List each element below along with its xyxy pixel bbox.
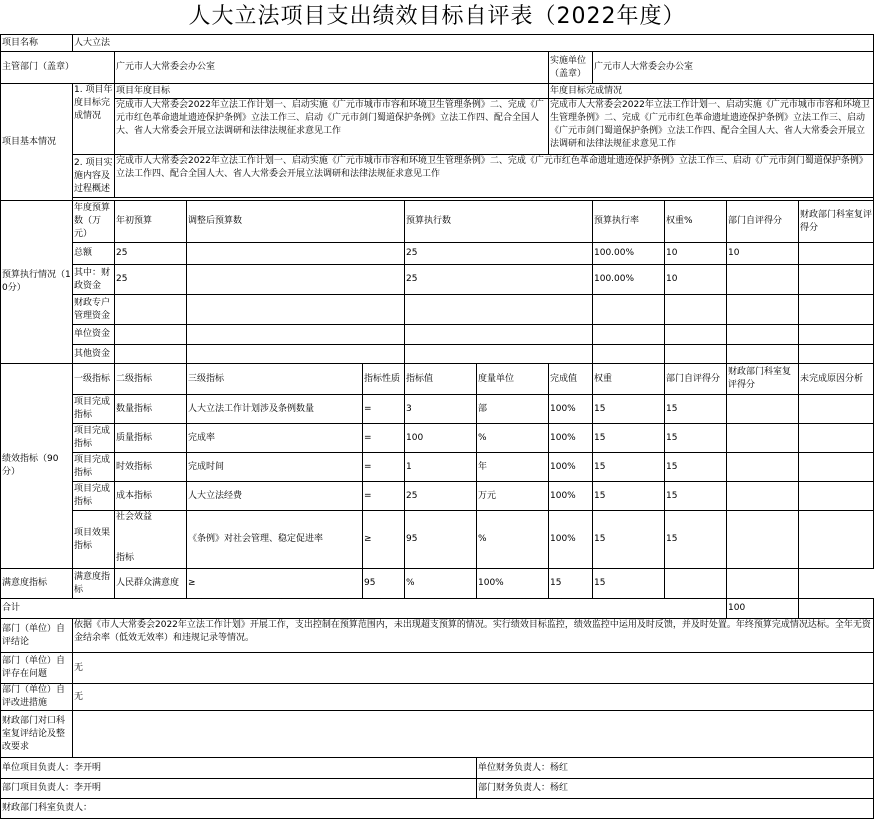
actual-header: 完成值 xyxy=(549,364,593,395)
budget-dept-score: 10 xyxy=(727,243,799,265)
perf-weight: 15 xyxy=(593,424,665,453)
budget-finance-score xyxy=(799,295,874,325)
content-text: 完成市人大常委会2022年立法工作计划一、启动实施《广元市城市市容和环境卫生管理条例》二、完成《广元市红色革命遗址遗迹保护条例》立法工作三、启动《广元市剑门蜀道保护条例》立法工作四、配合全国人大、省人大常委会开展立法调研和法律法规征求意见工作 xyxy=(115,155,874,198)
budget-rate xyxy=(593,325,665,345)
perf-finance-score xyxy=(727,424,799,453)
budget-initial: 25 xyxy=(115,243,187,265)
budget-dept-score xyxy=(727,345,799,364)
nature-header: 指标性质 xyxy=(363,364,405,395)
perf-weight: 15 xyxy=(593,453,665,482)
unit-header: 度量单位 xyxy=(477,364,549,395)
budget-finance-score xyxy=(799,265,874,295)
budget-executed xyxy=(405,295,593,325)
goal-row xyxy=(1,99,874,155)
budget-adjusted xyxy=(187,243,405,265)
perf-row-effect-a xyxy=(1,511,874,529)
perf-row xyxy=(1,453,874,482)
perf-unit: % xyxy=(477,424,549,453)
reason-header: 未完成原因分析 xyxy=(799,364,874,395)
budget-initial xyxy=(115,295,187,325)
weight-header: 权重 xyxy=(593,364,665,395)
budget-row-name: 其他资金 xyxy=(73,345,115,364)
budget-weight: 10 xyxy=(665,243,727,265)
perf-dept-score: 15 xyxy=(665,453,727,482)
initial-header: 年初预算 xyxy=(115,201,187,243)
perf-nature: = xyxy=(363,424,405,453)
budget-rate xyxy=(593,295,665,325)
perf-finance-score xyxy=(727,395,799,424)
budget-dept-score xyxy=(727,295,799,325)
budget-adjusted xyxy=(187,325,405,345)
signature-row-finance xyxy=(1,799,874,819)
project-name-row xyxy=(1,35,874,52)
perf-finance-score xyxy=(727,453,799,482)
year-goal-header: 项目年度目标 xyxy=(115,84,549,99)
level1-header: 一级指标 xyxy=(73,364,115,395)
year-goal: 完成市人大常委会2022年立法工作计划一、启动实施《广元市城市市容和环境卫生管理条例》二、完成《广元市红色革命遗址遗迹保护条例》立法工作三、启动《广元市剑门蜀道保护条例》立法工作四、配合全国人大、省人大常委会开展立法调研和法律法规征求意见工作 xyxy=(115,99,549,155)
budget-weight: 10 xyxy=(665,265,727,295)
conclusion-text: 依据《市人大常委会2022年立法工作计划》开展工作，支出控制在预算范围内，未出现超支预算的情况。实行绩效目标监控，绩效监控中运用及时反馈，并及时处置。年终预算完成情况达标。全年无资金结余率（低效无效率）和违规记录等情况。 xyxy=(73,619,874,653)
basic-header-row xyxy=(1,84,874,99)
dept-project-leader: 部门项目负责人：李开明 xyxy=(1,779,477,799)
budget-finance-score xyxy=(799,325,874,345)
perf-level1: 项目完成指标 xyxy=(73,453,115,482)
perf-level3: 完成率 xyxy=(187,424,363,453)
budget-adjusted xyxy=(187,265,405,295)
budget-weight xyxy=(665,325,727,345)
evaluation-table xyxy=(0,34,874,819)
finance-dept-leader: 财政部门科室负责人： xyxy=(1,799,874,819)
budget-row-total xyxy=(1,243,874,265)
finance-review-label: 财政部门对口科室复评结论及整改要求 xyxy=(1,711,73,758)
finance-score-header: 财政部门科室复评得分 xyxy=(799,201,874,243)
budget-weight xyxy=(665,345,727,364)
measures-text: 无 xyxy=(73,684,874,711)
content-label: 2. 项目实施内容及过程概述 xyxy=(73,155,115,198)
perf-row xyxy=(1,569,874,599)
goal-label: 1. 项目年度目标完成情况 xyxy=(73,84,115,155)
year-budget-header: 年度预算数（万元） xyxy=(73,201,115,243)
perf-level1: 项目效果指标 xyxy=(73,511,115,569)
budget-label: 预算执行情况（10分） xyxy=(1,201,73,364)
perf-value: 1 xyxy=(405,453,477,482)
perf-actual: 100% xyxy=(549,511,593,569)
perf-unit: 部 xyxy=(477,395,549,424)
perf-value: 95 xyxy=(405,511,477,569)
dept-row xyxy=(1,52,874,84)
perf-nature: = xyxy=(363,395,405,424)
budget-row-name: 财政专户管理资金 xyxy=(73,295,115,325)
budget-executed: 25 xyxy=(405,243,593,265)
dept-label: 主管部门（盖章） xyxy=(1,52,115,84)
perf-row xyxy=(1,424,874,453)
perf-dept-score: 15 xyxy=(665,424,727,453)
problems-row xyxy=(1,653,874,684)
total-row xyxy=(1,599,874,619)
total-value: 100 xyxy=(727,599,799,619)
budget-row-other xyxy=(1,345,874,364)
finance-score-header: 财政部门科室复评得分 xyxy=(727,364,799,395)
perf-level2: 质量指标 xyxy=(115,424,187,453)
budget-rate: 100.00% xyxy=(593,243,665,265)
year-goal-done-header: 年度目标完成情况 xyxy=(549,84,874,99)
signature-row-dept xyxy=(1,779,874,799)
perf-reason xyxy=(799,511,874,569)
perf-finance-score xyxy=(727,511,799,569)
perf-weight: 15 xyxy=(593,482,665,511)
perf-weight: 15 xyxy=(549,569,593,599)
budget-row-name: 总额 xyxy=(73,243,115,265)
budget-adjusted xyxy=(187,295,405,325)
perf-row xyxy=(1,395,874,424)
budget-initial xyxy=(115,345,187,364)
perf-level2: 时效指标 xyxy=(115,453,187,482)
perf-unit: 万元 xyxy=(477,482,549,511)
perf-level1: 项目完成指标 xyxy=(73,482,115,511)
perf-level2: 成本指标 xyxy=(115,482,187,511)
dept-finance-leader: 部门财务负责人：杨红 xyxy=(477,779,874,799)
perf-level1: 满意度指标 xyxy=(1,569,73,599)
budget-initial: 25 xyxy=(115,265,187,295)
budget-dept-score xyxy=(727,325,799,345)
perf-actual: 100% xyxy=(549,424,593,453)
signature-row-unit xyxy=(1,758,874,779)
perf-level3: 人大立法经费 xyxy=(187,482,363,511)
budget-row-finance xyxy=(1,265,874,295)
total-finance xyxy=(799,599,874,619)
basic-label: 项目基本情况 xyxy=(1,84,73,201)
perf-nature: = xyxy=(363,482,405,511)
unit-label: 实施单位（盖章） xyxy=(549,52,593,84)
unit-finance-leader: 单位财务负责人：杨红 xyxy=(477,758,874,779)
perf-level3: 《条例》对社会管理、稳定促进率 xyxy=(187,511,363,569)
perf-dept-score: 15 xyxy=(665,395,727,424)
conclusion-label: 部门（单位）自评结论 xyxy=(1,619,73,653)
perf-reason xyxy=(799,453,874,482)
content-row xyxy=(1,155,874,198)
perf-actual: 100% xyxy=(549,453,593,482)
problems-text: 无 xyxy=(73,653,874,684)
perf-nature: = xyxy=(363,453,405,482)
perf-unit: % xyxy=(405,569,477,599)
measures-row xyxy=(1,684,874,711)
perf-reason xyxy=(799,424,874,453)
dept-score-header: 部门自评得分 xyxy=(665,364,727,395)
value-header: 指标值 xyxy=(405,364,477,395)
perf-value: 95 xyxy=(363,569,405,599)
perf-value: 3 xyxy=(405,395,477,424)
budget-executed xyxy=(405,325,593,345)
total-label: 合计 xyxy=(1,599,727,619)
perf-level2-a: 社会效益 xyxy=(115,511,187,529)
perf-header-row xyxy=(1,364,874,395)
project-name-label: 项目名称 xyxy=(1,35,73,52)
budget-row-unit xyxy=(1,325,874,345)
perf-value: 100 xyxy=(405,424,477,453)
adjusted-header: 调整后预算数 xyxy=(187,201,405,243)
budget-finance-score xyxy=(799,243,874,265)
perf-actual: 100% xyxy=(549,395,593,424)
budget-rate xyxy=(593,345,665,364)
budget-initial xyxy=(115,325,187,345)
rate-header: 预算执行率 xyxy=(593,201,665,243)
budget-executed: 25 xyxy=(405,265,593,295)
perf-dept-score: 15 xyxy=(593,569,665,599)
perf-level3: 人民群众满意度 xyxy=(115,569,187,599)
perf-level3: 完成时间 xyxy=(187,453,363,482)
level2-header: 二级指标 xyxy=(115,364,187,395)
measures-label: 部门（单位）自评改进措施 xyxy=(1,684,73,711)
budget-rate: 100.00% xyxy=(593,265,665,295)
year-goal-done: 完成市人大常委会2022年立法工作计划一、启动实施《广元市城市市容和环境卫生管理条例》二、完成《广元市红色革命遗址遗迹保护条例》立法工作三、启动《广元市剑门蜀道保护条例》立法工作四、配合全国人大、省人大常委会开展立法调研和法律法规征求意见工作 xyxy=(549,99,874,155)
budget-adjusted xyxy=(187,345,405,364)
level3-header: 三级指标 xyxy=(187,364,363,395)
perf-finance-score xyxy=(665,569,727,599)
perf-value: 25 xyxy=(405,482,477,511)
perf-dept-score: 15 xyxy=(665,482,727,511)
perf-reason xyxy=(727,569,799,599)
perf-level2: 数量指标 xyxy=(115,395,187,424)
perf-level2-b: 指标 xyxy=(115,550,187,569)
finance-review-text xyxy=(73,711,874,758)
perf-label: 绩效指标（90分） xyxy=(1,364,73,569)
budget-row-name: 其中：财政资金 xyxy=(73,265,115,295)
perf-weight: 15 xyxy=(593,511,665,569)
perf-actual: 100% xyxy=(477,569,549,599)
budget-row-name: 单位资金 xyxy=(73,325,115,345)
problems-label: 部门（单位）自评存在问题 xyxy=(1,653,73,684)
project-name: 人大立法 xyxy=(73,35,874,52)
perf-unit: % xyxy=(477,511,549,569)
perf-unit: 年 xyxy=(477,453,549,482)
page-title: 人大立法项目支出绩效目标自评表（2022年度） xyxy=(188,4,686,29)
perf-weight: 15 xyxy=(593,395,665,424)
finance-review-row xyxy=(1,711,874,758)
conclusion-row xyxy=(1,619,874,653)
perf-nature: ≥ xyxy=(363,511,405,569)
perf-reason xyxy=(799,395,874,424)
weight-header: 权重% xyxy=(665,201,727,243)
perf-nature: ≥ xyxy=(187,569,363,599)
budget-dept-score xyxy=(727,265,799,295)
perf-level3: 人大立法工作计划涉及条例数量 xyxy=(187,395,363,424)
dept-value: 广元市人大常委会办公室 xyxy=(115,52,549,84)
budget-weight xyxy=(665,295,727,325)
executed-header: 预算执行数 xyxy=(405,201,593,243)
perf-level2-gap xyxy=(115,529,187,550)
unit-project-leader: 单位项目负责人：李开明 xyxy=(1,758,477,779)
perf-level1: 项目完成指标 xyxy=(73,424,115,453)
budget-finance-score xyxy=(799,345,874,364)
perf-reason xyxy=(799,482,874,511)
perf-row xyxy=(1,482,874,511)
budget-header-row xyxy=(1,201,874,243)
perf-level2: 满意度指标 xyxy=(73,569,115,599)
perf-actual: 100% xyxy=(549,482,593,511)
perf-dept-score: 15 xyxy=(665,511,727,569)
budget-row-special xyxy=(1,295,874,325)
perf-finance-score xyxy=(727,482,799,511)
budget-executed xyxy=(405,345,593,364)
perf-level1: 项目完成指标 xyxy=(73,395,115,424)
unit-value: 广元市人大常委会办公室 xyxy=(593,52,874,84)
dept-score-header: 部门自评得分 xyxy=(727,201,799,243)
